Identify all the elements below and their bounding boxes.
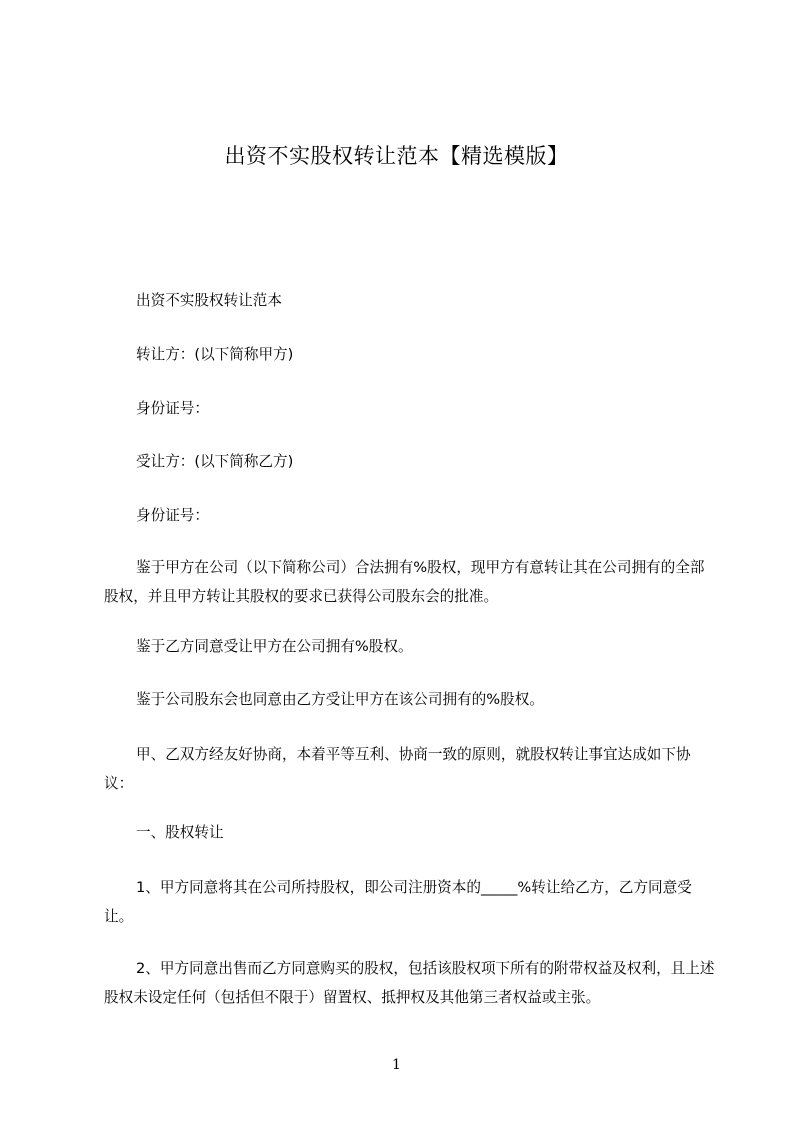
paragraph-transferee: 受让方：(以下简称乙方) (136, 453, 294, 470)
page-number: 1 (392, 1057, 401, 1073)
clause-1: 1、甲方同意将其在公司所持股权，即公司注册资本的_____%转让给乙方，乙方同意受让。 (104, 879, 692, 925)
paragraph-transferee-id: 身份证号： (136, 507, 209, 524)
paragraph-recital-3: 鉴于公司股东会也同意由乙方受让甲方在该公司拥有的%股权。 (136, 691, 544, 708)
paragraph-transferor: 转让方：(以下简称甲方) (136, 346, 294, 363)
document-title: 出资不实股权转让范本【精选模版】 (224, 144, 569, 168)
paragraph-heading: 出资不实股权转让范本 (136, 292, 282, 309)
paragraph-recital-1: 鉴于甲方在公司（以下简称公司）合法拥有%股权，现甲方有意转让其在公司拥有的全部股权，并且甲方转让其股权的要求已获得公司股东会的批准。 (104, 559, 705, 605)
paragraph-recital-2: 鉴于乙方同意受让甲方在公司拥有%股权。 (136, 638, 413, 655)
section-heading-equity-transfer: 一、股权转让 (136, 824, 224, 841)
paragraph-agreement-intro: 甲、乙双方经友好协商，本着平等互利、协商一致的原则，就股权转让事宜达成如下协议： (104, 746, 691, 792)
paragraph-transferor-id: 身份证号： (136, 400, 209, 417)
clause-2: 2、甲方同意出售而乙方同意购买的股权，包括该股权项下所有的附带权益及权利，且上述股权未设定任何（包括但不限于）留置权、抵押权及其他第三者权益或主张。 (104, 960, 715, 1006)
